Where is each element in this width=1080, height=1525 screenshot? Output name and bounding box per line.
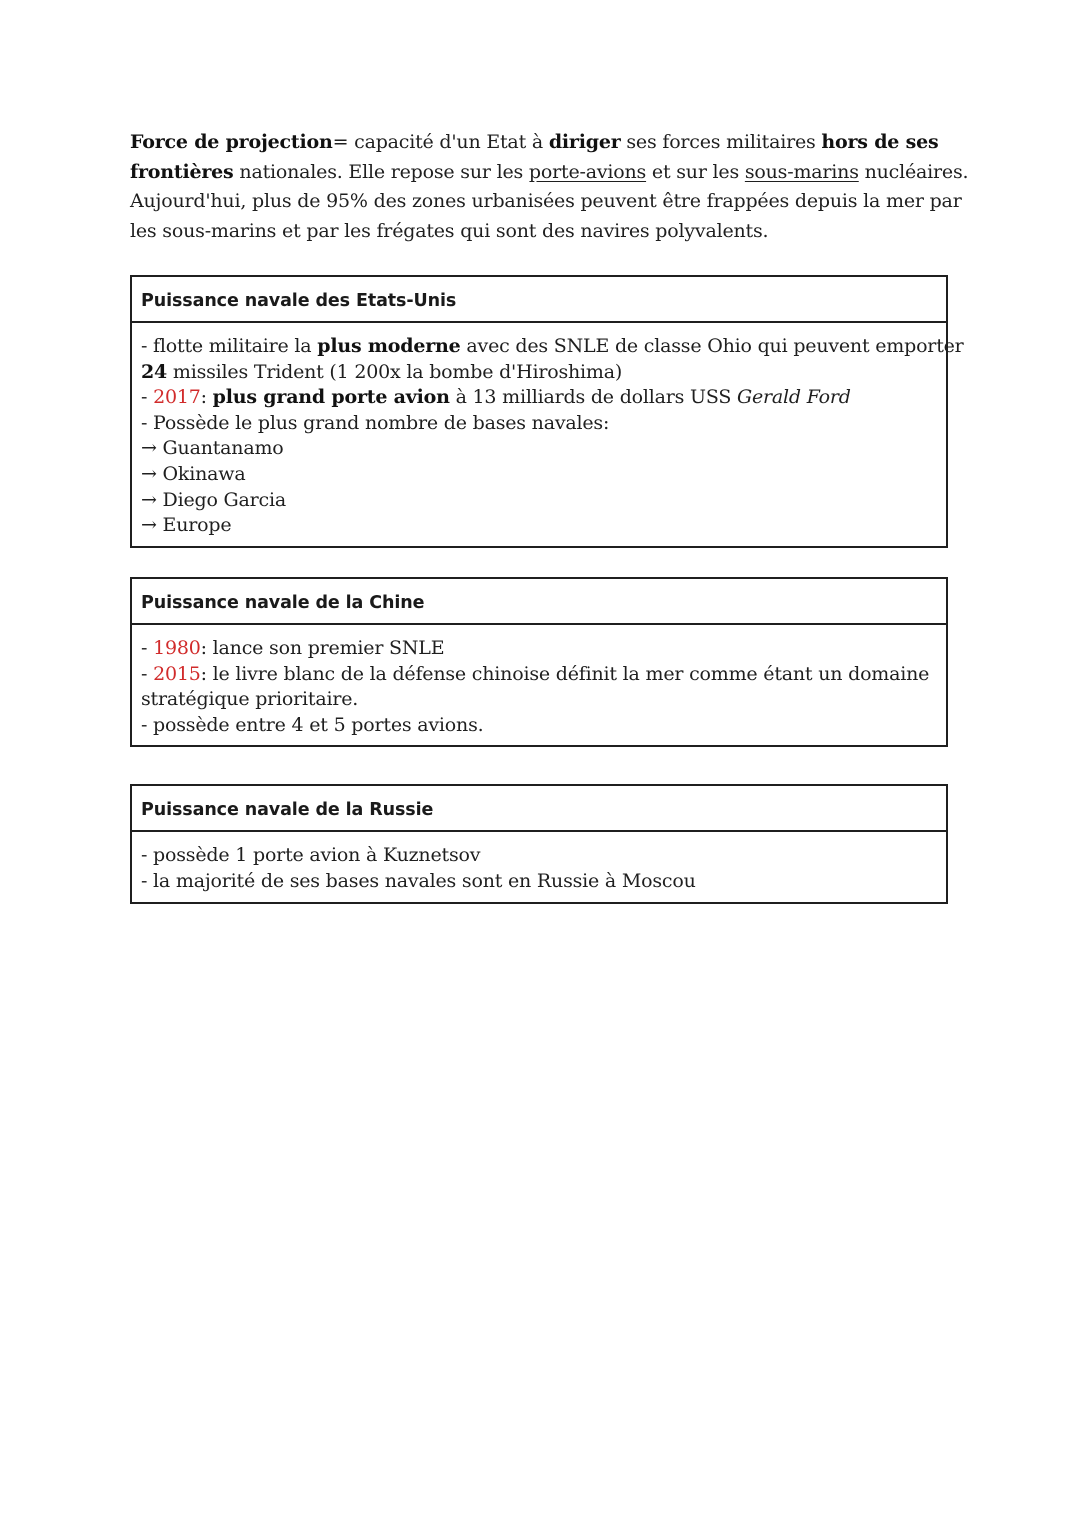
list-item-continuation: stratégique prioritaire. bbox=[141, 688, 359, 711]
box-title: Puissance navale de la Chine bbox=[132, 579, 946, 625]
year-highlight: 2017 bbox=[153, 386, 201, 409]
intro-line-1 bbox=[130, 128, 960, 158]
bold-text: diriger bbox=[548, 131, 621, 153]
intro-text: et sur les bbox=[646, 160, 745, 183]
underlined-text: sous-marins bbox=[744, 160, 859, 183]
intro-paragraph bbox=[130, 128, 969, 246]
term-force-de-projection: Force de projection bbox=[130, 131, 333, 153]
text: : bbox=[200, 386, 213, 409]
text: - bbox=[141, 662, 154, 685]
text: : le livre blanc de la défense chinoise définit la mer comme étant un domaine bbox=[200, 662, 930, 685]
list-item: - possède 1 porte avion à Kuznetsov bbox=[141, 844, 481, 866]
text: à 13 milliards de dollars USS bbox=[449, 386, 737, 409]
list-item bbox=[141, 636, 937, 662]
intro-line-3: Aujourd'hui, plus de 95% des zones urbanisées peuvent être frappées depuis la mer par bbox=[130, 190, 962, 213]
box-body bbox=[132, 832, 946, 894]
intro-text: = capacité d'un Etat à bbox=[332, 131, 549, 153]
text: missiles Trident (1 200x la bombe d'Hiroshima) bbox=[167, 360, 623, 383]
year-highlight: 1980 bbox=[153, 637, 201, 659]
list-item: - Possède le plus grand nombre de bases navales: bbox=[141, 411, 610, 434]
box-title: Puissance navale des Etats-Unis bbox=[132, 277, 946, 323]
intro-text: nationales. Elle repose sur les bbox=[233, 160, 529, 183]
base-item: → Europe bbox=[141, 514, 232, 537]
list-item: - possède entre 4 et 5 portes avions. bbox=[141, 713, 484, 736]
year-highlight: 2015 bbox=[153, 662, 201, 685]
text: avec des SNLE de classe Ohio qui peuvent emporter bbox=[460, 335, 964, 357]
intro-line-4: les sous-marins et par les frégates qui sont des navires polyvalents. bbox=[130, 219, 769, 242]
list-item bbox=[141, 334, 964, 360]
box-body bbox=[132, 625, 946, 738]
text: - bbox=[141, 637, 154, 659]
base-item: → Diego Garcia bbox=[141, 488, 286, 511]
bold-text: 24 bbox=[141, 360, 168, 383]
bold-text: plus moderne bbox=[317, 335, 461, 357]
text: : lance son premier SNLE bbox=[200, 637, 445, 659]
russia-naval-power-box bbox=[130, 784, 948, 904]
bold-text: hors de ses bbox=[821, 131, 939, 153]
base-item: → Guantanamo bbox=[141, 437, 284, 460]
list-item-continuation bbox=[141, 360, 937, 386]
text: - bbox=[141, 386, 154, 409]
china-naval-power-box bbox=[130, 577, 948, 747]
list-item bbox=[141, 385, 937, 411]
intro-text: ses forces militaires bbox=[620, 131, 822, 153]
list-item: - la majorité de ses bases navales sont en Russie à Moscou bbox=[141, 869, 696, 892]
text: - flotte militaire la bbox=[141, 335, 318, 357]
box-body bbox=[132, 323, 964, 539]
base-item: → Okinawa bbox=[141, 462, 246, 485]
usa-naval-power-box bbox=[130, 275, 964, 548]
intro-text: nucléaires. bbox=[858, 160, 969, 183]
bold-text: plus grand porte avion bbox=[212, 386, 450, 409]
intro-line-2 bbox=[130, 158, 969, 188]
list-item bbox=[141, 662, 937, 688]
bold-text: frontières bbox=[130, 160, 234, 183]
underlined-text: porte-avions bbox=[528, 160, 647, 183]
italic-ship-name: Gerald Ford bbox=[737, 386, 851, 409]
box-title: Puissance navale de la Russie bbox=[132, 786, 946, 832]
